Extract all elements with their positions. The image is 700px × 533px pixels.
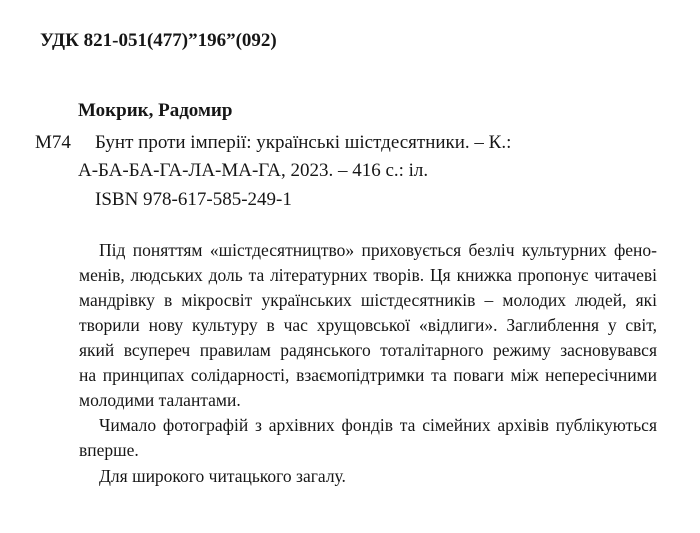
bibliographic-publisher-line: А-БА-БА-ГА-ЛА-МА-ГА, 2023. – 416 с.: іл.	[78, 160, 429, 181]
annotation-line: творили нову культуру в час хрущовської «відлиги». Заглиблення у світ,	[79, 315, 657, 335]
annotation-line: Під поняттям «шістдесятництво» приховується безліч культурних фено-	[99, 240, 657, 260]
cutter-number: М74	[35, 132, 71, 153]
annotation-line: на принципах солідарності, взаємопідтримки та поваги між непересічними	[79, 365, 657, 385]
isbn: ISBN 978-617-585-249-1	[95, 189, 292, 210]
annotation-line: Чимало фотографій з архівних фондів та сімейних архівів публікуються	[99, 415, 657, 435]
annotation-line: вперше.	[79, 440, 139, 460]
udk-classification: УДК 821-051(477)”196”(092)	[40, 30, 277, 51]
annotation-line: Для широкого читацького загалу.	[99, 466, 346, 486]
author-name: Мокрик, Радомир	[78, 100, 233, 121]
annotation-line: менів, людських доль та літературних творів. Ця книжка пропонує читачеві	[79, 265, 657, 285]
annotation-line: мандрівку в мікросвіт українських шістдесятників – молодих людей, які	[79, 290, 657, 310]
annotation-line: молодими талантами.	[79, 390, 241, 410]
annotation-line: який всупереч правилам радянського тоталітарного режиму засновувався	[79, 340, 657, 360]
bibliographic-title-line: Бунт проти імперії: українські шістдесятники. – К.:	[95, 132, 512, 153]
